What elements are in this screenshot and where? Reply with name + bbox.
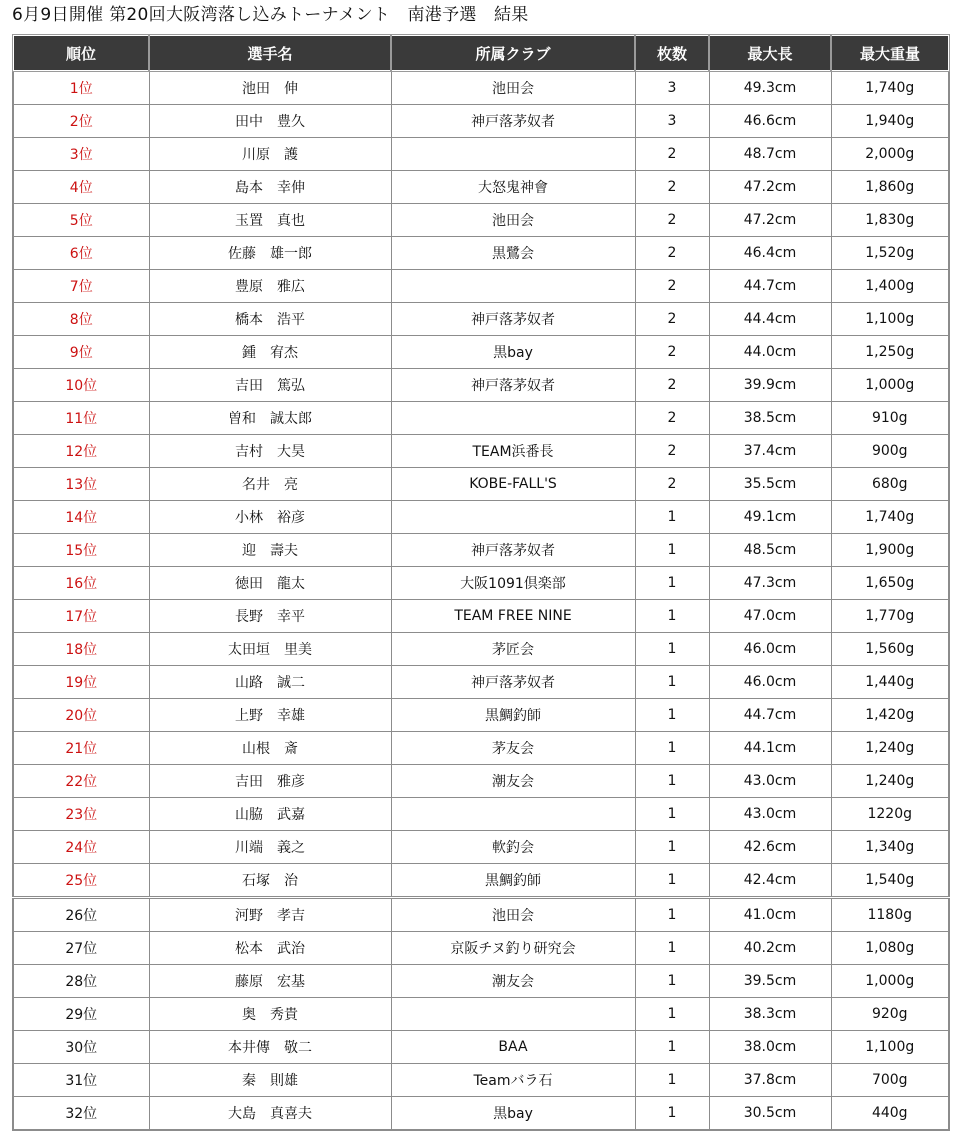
table-row [13,303,949,336]
table-row [13,237,949,270]
results-body [13,71,949,1130]
count-cell: 1 [635,1064,709,1097]
max-length-cell: 47.2cm [709,171,831,204]
max-weight-cell: 1,830g [831,204,949,237]
table-row [13,171,949,204]
club-cell: KOBE-FALL'S [391,468,635,501]
name-cell: 佐藤 雄一郎 [149,237,391,270]
table-row [13,765,949,798]
name-cell: 川端 義之 [149,831,391,864]
name-cell: 山路 誠二 [149,666,391,699]
club-cell [391,798,635,831]
max-weight-cell: 1,240g [831,732,949,765]
name-cell: 橋本 浩平 [149,303,391,336]
max-length-cell: 40.2cm [709,932,831,965]
club-cell: 神戸落茅奴者 [391,105,635,138]
header-name: 選手名 [149,35,391,71]
page-title: 6月9日開催 第20回大阪湾落し込みトーナメント 南港予選 結果 [12,5,529,25]
table-row [13,567,949,600]
rank-cell: 8位 [13,303,149,336]
rank-cell: 19位 [13,666,149,699]
name-cell: 田中 豊久 [149,105,391,138]
rank-cell: 25位 [13,864,149,898]
max-length-cell: 46.0cm [709,666,831,699]
header-rank: 順位 [13,35,149,71]
rank-cell: 29位 [13,998,149,1031]
club-cell [391,998,635,1031]
club-cell: 黒bay [391,336,635,369]
rank-cell: 3位 [13,138,149,171]
max-weight-cell: 440g [831,1097,949,1131]
rank-cell: 31位 [13,1064,149,1097]
table-row [13,965,949,998]
table-row [13,336,949,369]
max-length-cell: 39.5cm [709,965,831,998]
count-cell: 2 [635,402,709,435]
max-weight-cell: 1,000g [831,369,949,402]
club-cell: 大阪1091倶楽部 [391,567,635,600]
rank-cell: 5位 [13,204,149,237]
max-length-cell: 48.7cm [709,138,831,171]
club-cell: 軟釣会 [391,831,635,864]
count-cell: 2 [635,204,709,237]
max-length-cell: 44.4cm [709,303,831,336]
max-weight-cell: 1,520g [831,237,949,270]
rank-cell: 14位 [13,501,149,534]
max-weight-cell: 1,940g [831,105,949,138]
max-weight-cell: 1,560g [831,633,949,666]
name-cell: 長野 幸平 [149,600,391,633]
club-cell: 黒bay [391,1097,635,1131]
max-length-cell: 44.7cm [709,270,831,303]
max-length-cell: 44.7cm [709,699,831,732]
max-length-cell: 39.9cm [709,369,831,402]
max-length-cell: 38.0cm [709,1031,831,1064]
table-row [13,534,949,567]
count-cell: 2 [635,369,709,402]
max-weight-cell: 1,770g [831,600,949,633]
max-weight-cell: 1,740g [831,501,949,534]
rank-cell: 2位 [13,105,149,138]
count-cell: 1 [635,1031,709,1064]
name-cell: 秦 則雄 [149,1064,391,1097]
name-cell: 吉田 篤弘 [149,369,391,402]
count-cell: 3 [635,105,709,138]
table-row [13,369,949,402]
name-cell: 山脇 武嘉 [149,798,391,831]
rank-cell: 17位 [13,600,149,633]
table-row [13,864,949,898]
rank-cell: 10位 [13,369,149,402]
club-cell: 潮友会 [391,765,635,798]
rank-cell: 28位 [13,965,149,998]
club-cell: 潮友会 [391,965,635,998]
name-cell: 小林 裕彦 [149,501,391,534]
rank-cell: 24位 [13,831,149,864]
rank-cell: 16位 [13,567,149,600]
count-cell: 2 [635,468,709,501]
max-weight-cell: 1,400g [831,270,949,303]
table-row [13,501,949,534]
max-weight-cell: 1,440g [831,666,949,699]
count-cell: 1 [635,633,709,666]
rank-cell: 27位 [13,932,149,965]
max-weight-cell: 1,650g [831,567,949,600]
rank-cell: 22位 [13,765,149,798]
count-cell: 1 [635,898,709,932]
club-cell [391,138,635,171]
name-cell: 池田 伸 [149,71,391,105]
max-weight-cell: 1220g [831,798,949,831]
table-row [13,699,949,732]
club-cell: 池田会 [391,204,635,237]
max-length-cell: 30.5cm [709,1097,831,1131]
name-cell: 鍾 宥杰 [149,336,391,369]
club-cell: 池田会 [391,898,635,932]
count-cell: 1 [635,965,709,998]
rank-cell: 26位 [13,898,149,932]
table-row [13,798,949,831]
max-length-cell: 38.3cm [709,998,831,1031]
max-weight-cell: 1,540g [831,864,949,898]
name-cell: 迎 壽夫 [149,534,391,567]
max-weight-cell: 920g [831,998,949,1031]
club-cell: 茅友会 [391,732,635,765]
table-row [13,932,949,965]
table-header-row [13,35,949,71]
club-cell: 神戸落茅奴者 [391,369,635,402]
name-cell: 吉田 雅彦 [149,765,391,798]
header-max-weight: 最大重量 [831,35,949,71]
name-cell: 大島 真喜夫 [149,1097,391,1131]
max-weight-cell: 1,900g [831,534,949,567]
name-cell: 上野 幸雄 [149,699,391,732]
max-length-cell: 44.1cm [709,732,831,765]
rank-cell: 32位 [13,1097,149,1131]
name-cell: 松本 武治 [149,932,391,965]
max-length-cell: 47.3cm [709,567,831,600]
max-weight-cell: 1,250g [831,336,949,369]
count-cell: 2 [635,138,709,171]
max-length-cell: 47.0cm [709,600,831,633]
name-cell: 本井傳 敬二 [149,1031,391,1064]
table-row [13,71,949,105]
max-weight-cell: 700g [831,1064,949,1097]
max-length-cell: 43.0cm [709,798,831,831]
name-cell: 徳田 龍太 [149,567,391,600]
table-row [13,633,949,666]
name-cell: 玉置 真也 [149,204,391,237]
count-cell: 1 [635,765,709,798]
max-length-cell: 41.0cm [709,898,831,932]
header-count: 枚数 [635,35,709,71]
table-row [13,831,949,864]
rank-cell: 11位 [13,402,149,435]
rank-cell: 23位 [13,798,149,831]
club-cell: TEAM浜番長 [391,435,635,468]
header-club: 所属クラブ [391,35,635,71]
count-cell: 2 [635,171,709,204]
club-cell: 神戸落茅奴者 [391,534,635,567]
rank-cell: 7位 [13,270,149,303]
count-cell: 1 [635,567,709,600]
count-cell: 1 [635,732,709,765]
table-row [13,1064,949,1097]
club-cell: 大怒鬼神會 [391,171,635,204]
name-cell: 太田垣 里美 [149,633,391,666]
max-length-cell: 37.8cm [709,1064,831,1097]
name-cell: 河野 孝吉 [149,898,391,932]
max-weight-cell: 680g [831,468,949,501]
name-cell: 藤原 宏基 [149,965,391,998]
table-row [13,138,949,171]
name-cell: 名井 亮 [149,468,391,501]
table-row [13,270,949,303]
count-cell: 1 [635,534,709,567]
club-cell: 池田会 [391,71,635,105]
max-length-cell: 47.2cm [709,204,831,237]
count-cell: 2 [635,435,709,468]
max-weight-cell: 900g [831,435,949,468]
count-cell: 2 [635,303,709,336]
table-row [13,1097,949,1131]
club-cell: TEAM FREE NINE [391,600,635,633]
table-row [13,1031,949,1064]
rank-cell: 13位 [13,468,149,501]
name-cell: 豊原 雅広 [149,270,391,303]
rank-cell: 18位 [13,633,149,666]
count-cell: 1 [635,932,709,965]
count-cell: 1 [635,501,709,534]
table-row [13,898,949,932]
club-cell [391,402,635,435]
table-row [13,105,949,138]
max-weight-cell: 1,080g [831,932,949,965]
max-length-cell: 42.4cm [709,864,831,898]
count-cell: 2 [635,237,709,270]
count-cell: 1 [635,600,709,633]
max-weight-cell: 1,740g [831,71,949,105]
count-cell: 1 [635,864,709,898]
table-row [13,732,949,765]
count-cell: 1 [635,699,709,732]
max-weight-cell: 2,000g [831,138,949,171]
rank-cell: 9位 [13,336,149,369]
max-length-cell: 46.0cm [709,633,831,666]
table-row [13,468,949,501]
max-length-cell: 46.6cm [709,105,831,138]
max-weight-cell: 1,000g [831,965,949,998]
count-cell: 1 [635,831,709,864]
max-length-cell: 48.5cm [709,534,831,567]
name-cell: 島本 幸伸 [149,171,391,204]
count-cell: 3 [635,71,709,105]
max-weight-cell: 1,100g [831,303,949,336]
name-cell: 奥 秀貴 [149,998,391,1031]
max-length-cell: 42.6cm [709,831,831,864]
count-cell: 1 [635,666,709,699]
max-weight-cell: 1,860g [831,171,949,204]
max-length-cell: 35.5cm [709,468,831,501]
max-weight-cell: 910g [831,402,949,435]
club-cell: 黒鯛釣師 [391,864,635,898]
max-weight-cell: 1,340g [831,831,949,864]
club-cell: 神戸落茅奴者 [391,303,635,336]
max-length-cell: 37.4cm [709,435,831,468]
rank-cell: 15位 [13,534,149,567]
name-cell: 川原 護 [149,138,391,171]
club-cell [391,501,635,534]
max-weight-cell: 1,100g [831,1031,949,1064]
club-cell [391,270,635,303]
name-cell: 曽和 誠太郎 [149,402,391,435]
count-cell: 2 [635,336,709,369]
rank-cell: 21位 [13,732,149,765]
max-length-cell: 38.5cm [709,402,831,435]
rank-cell: 6位 [13,237,149,270]
club-cell: BAA [391,1031,635,1064]
rank-cell: 30位 [13,1031,149,1064]
max-weight-cell: 1180g [831,898,949,932]
club-cell: Teamバラ石 [391,1064,635,1097]
rank-cell: 1位 [13,71,149,105]
club-cell: 神戸落茅奴者 [391,666,635,699]
count-cell: 1 [635,798,709,831]
max-length-cell: 44.0cm [709,336,831,369]
count-cell: 1 [635,1097,709,1131]
rank-cell: 20位 [13,699,149,732]
rank-cell: 12位 [13,435,149,468]
table-row [13,600,949,633]
club-cell: 黒鯛釣師 [391,699,635,732]
table-row [13,998,949,1031]
max-weight-cell: 1,420g [831,699,949,732]
results-table [12,34,950,1131]
name-cell: 吉村 大昊 [149,435,391,468]
max-length-cell: 46.4cm [709,237,831,270]
max-length-cell: 43.0cm [709,765,831,798]
club-cell: 茅匠会 [391,633,635,666]
max-length-cell: 49.1cm [709,501,831,534]
club-cell: 黒鷺会 [391,237,635,270]
count-cell: 2 [635,270,709,303]
table-row [13,204,949,237]
table-row [13,666,949,699]
count-cell: 1 [635,998,709,1031]
table-row [13,435,949,468]
name-cell: 石塚 治 [149,864,391,898]
max-length-cell: 49.3cm [709,71,831,105]
name-cell: 山根 斎 [149,732,391,765]
header-max-length: 最大長 [709,35,831,71]
club-cell: 京阪チヌ釣り研究会 [391,932,635,965]
table-row [13,402,949,435]
rank-cell: 4位 [13,171,149,204]
max-weight-cell: 1,240g [831,765,949,798]
